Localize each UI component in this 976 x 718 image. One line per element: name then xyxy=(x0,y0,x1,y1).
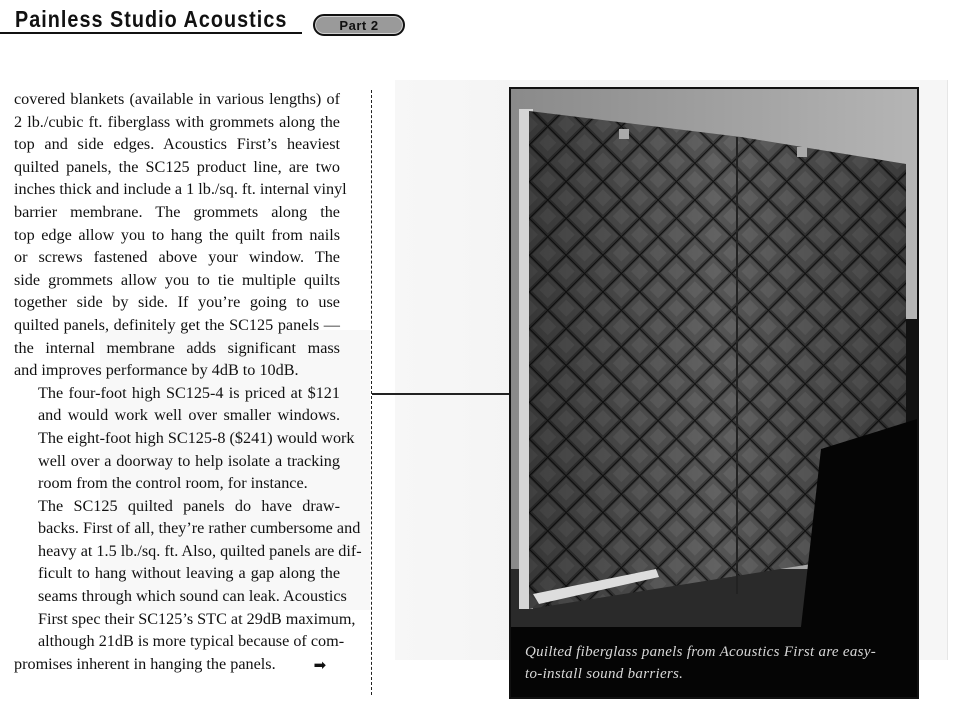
text-line: and improves performance by 4dB to 10dB. xyxy=(14,361,299,380)
caption-line-2: to-install sound barriers. xyxy=(525,666,684,682)
text-line: The four-foot high SC125-4 is priced at $121 xyxy=(38,383,340,402)
text-line: together side by side. If you’re going to use xyxy=(14,293,340,312)
text-line: backs. First of all, they’re rather cumbersome and xyxy=(38,519,361,538)
page-title: Painless Studio Acoustics xyxy=(15,6,288,32)
text-line: inches thick and include a 1 lb./sq. ft. internal vinyl xyxy=(14,180,347,199)
text-line: quilted panels, the SC125 product line, are two xyxy=(14,157,340,176)
text-line: ficult to hang without leaving a gap along the xyxy=(38,564,340,583)
text-line: covered blankets (available in various lengths) of xyxy=(14,90,340,108)
text-line: seams through which sound can leak. Acoustics xyxy=(38,587,347,606)
text-line: well over a doorway to help isolate a tracking xyxy=(38,451,340,470)
article-body xyxy=(14,88,362,676)
text-line: room from the control room, for instance. xyxy=(38,474,308,493)
continue-arrow-icon: ➡ xyxy=(313,655,327,674)
title-underline xyxy=(0,32,302,34)
text-line: and would work well over smaller windows. xyxy=(38,406,340,425)
text-line: top and side edges. Acoustics First’s heaviest xyxy=(14,135,340,154)
paragraph-2 xyxy=(14,382,355,495)
text-line: side grommets allow you to tie multiple quilts xyxy=(14,270,340,289)
text-line: promises inherent in hanging the panels. xyxy=(14,654,276,673)
text-line: barrier membrane. The grommets along the xyxy=(14,202,340,221)
text-line: The SC125 quilted panels do have draw- xyxy=(38,496,340,515)
text-line: although 21dB is more typical because of com- xyxy=(38,632,345,651)
caption-line-1: Quilted fiberglass panels from Acoustics First are easy- xyxy=(525,644,877,660)
text-line: heavy at 1.5 lb./sq. ft. Also, quilted panels are dif- xyxy=(38,541,362,560)
text-line: or screws fastened above your window. The xyxy=(14,248,340,267)
photo-connector-line xyxy=(372,393,509,395)
text-line: First spec their SC125’s STC at 29dB maximum, xyxy=(38,609,356,628)
paragraph-3 xyxy=(14,495,362,677)
quilted-panels-photo xyxy=(511,89,917,627)
text-line: the internal membrane adds significant mass xyxy=(14,338,340,357)
text-line: quilted panels, definitely get the SC125 panels — xyxy=(14,315,340,334)
page-header xyxy=(0,0,420,40)
text-line: The eight-foot high SC125-8 ($241) would work xyxy=(38,428,355,447)
part-badge: Part 2 xyxy=(313,14,405,36)
paragraph-1 xyxy=(14,88,347,382)
text-line: top edge allow you to hang the quilt from nails xyxy=(14,225,340,244)
photo-caption xyxy=(511,627,917,697)
text-line: 2 lb./cubic ft. fiberglass with grommets along the xyxy=(14,112,340,131)
photo-figure xyxy=(509,87,919,699)
